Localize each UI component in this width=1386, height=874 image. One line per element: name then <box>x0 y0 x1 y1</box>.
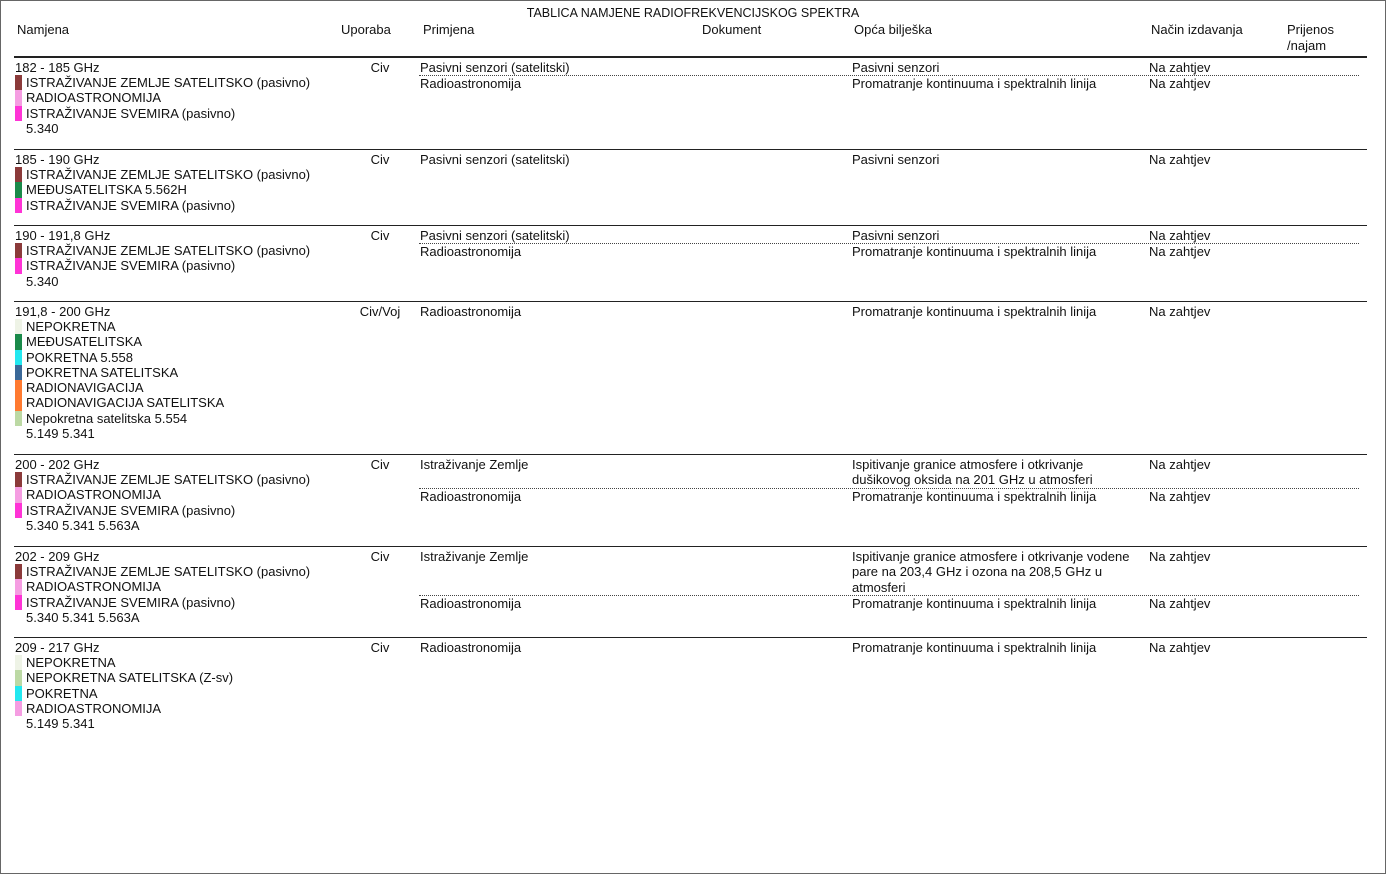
general-note: Promatranje kontinuuma i spektralnih linija <box>852 488 1097 504</box>
application-entry <box>419 76 1359 91</box>
service-label: POKRETNA 5.558 <box>26 349 133 365</box>
application-name: Pasivni senzori (satelitski) <box>420 228 570 243</box>
service-color-swatch <box>15 503 22 518</box>
general-note: Promatranje kontinuuma i spektralnih linija <box>852 76 1097 92</box>
application-name: Radioastronomija <box>420 304 522 319</box>
application-entry <box>419 640 1359 655</box>
service-color-swatch <box>15 365 22 380</box>
service-label: MEĐUSATELITSKA 5.562H <box>26 182 187 198</box>
row-divider <box>14 546 1367 547</box>
footnote-refs: 5.340 5.341 5.563A <box>26 609 140 625</box>
general-note: Ispitivanje granice atmosfere i otkrivanje dušikovog oksida na 201 GHz u atmosferi <box>852 457 1093 488</box>
service-color-swatch <box>15 564 22 579</box>
service-label: RADIOASTRONOMIJA <box>26 579 162 595</box>
row-divider <box>14 57 1367 58</box>
service-label: ISTRAŽIVANJE SVEMIRA (pasivno) <box>26 258 236 274</box>
general-note: Promatranje kontinuuma i spektralnih linija <box>852 640 1097 655</box>
footnote-refs: 5.340 5.341 5.563A <box>26 517 140 533</box>
service-label: Nepokretna satelitska 5.554 <box>26 410 188 426</box>
service-color-swatch <box>15 258 22 273</box>
service-list <box>15 472 310 533</box>
frequency-range: 182 - 185 GHz <box>15 60 100 75</box>
service-color-swatch <box>15 319 22 334</box>
general-note: Pasivni senzori <box>852 228 940 243</box>
application-list <box>419 304 1359 319</box>
service-label: ISTRAŽIVANJE ZEMLJE SATELITSKO (pasivno) <box>26 564 311 579</box>
service-item <box>15 472 310 487</box>
footnote-refs: 5.149 5.341 <box>26 716 95 732</box>
service-color-swatch <box>15 380 22 395</box>
service-item <box>15 503 310 518</box>
application-entry <box>419 244 1359 259</box>
frequency-range: 185 - 190 GHz <box>15 152 100 167</box>
issuance-method: Na zahtjev <box>1149 244 1211 260</box>
application-name: Radioastronomija <box>420 76 522 92</box>
col-header-opca: Opća bilješka <box>854 22 933 37</box>
application-entry <box>419 304 1359 319</box>
row-divider <box>14 149 1367 150</box>
application-name: Radioastronomija <box>420 595 522 611</box>
service-list <box>15 167 310 213</box>
service-item <box>15 411 224 426</box>
service-label: ISTRAŽIVANJE SVEMIRA (pasivno) <box>26 197 236 213</box>
application-entry <box>419 596 1359 611</box>
service-color-swatch <box>15 579 22 594</box>
usage-value: Civ <box>370 457 390 472</box>
service-label: RADIOASTRONOMIJA <box>26 487 162 503</box>
service-item <box>15 243 310 258</box>
service-item <box>15 75 310 90</box>
service-color-swatch <box>15 350 22 365</box>
application-name: Radioastronomija <box>420 244 522 260</box>
service-color-swatch <box>15 334 22 349</box>
service-item <box>15 90 310 105</box>
table-title: TABLICA NAMJENE RADIOFREKVENCIJSKOG SPEKTRA <box>526 6 860 20</box>
service-item <box>15 319 224 334</box>
general-note: Ispitivanje granice atmosfere i otkrivanje vodene pare na 203,4 GHz i ozona na 208,5 GHz u atmosferi <box>852 549 1130 595</box>
service-color-swatch <box>15 167 22 182</box>
general-note: Promatranje kontinuuma i spektralnih linija <box>852 244 1097 260</box>
service-label: RADIONAVIGACIJA SATELITSKA <box>26 395 225 411</box>
usage-value: Civ <box>370 640 390 655</box>
service-color-swatch <box>15 472 22 487</box>
service-item <box>15 380 224 395</box>
service-list <box>15 319 224 441</box>
row-divider <box>14 225 1367 226</box>
service-color-swatch <box>15 90 22 105</box>
usage-value: Civ <box>370 152 390 167</box>
col-header-nacin: Način izdavanja <box>1151 22 1243 37</box>
general-note: Promatranje kontinuuma i spektralnih linija <box>852 304 1097 319</box>
service-label: NEPOKRETNA SATELITSKA (Z-sv) <box>26 670 234 686</box>
service-item <box>15 350 224 365</box>
footnote-refs: 5.149 5.341 <box>26 426 95 442</box>
col-header-uporaba: Uporaba <box>341 22 391 37</box>
issuance-method: Na zahtjev <box>1149 60 1211 75</box>
service-color-swatch <box>15 198 22 213</box>
col-header-namjena: Namjena <box>17 22 70 37</box>
service-item <box>15 258 310 273</box>
service-item <box>15 487 310 502</box>
application-entry <box>419 60 1359 76</box>
service-color-swatch <box>15 686 22 701</box>
service-color-swatch <box>15 182 22 197</box>
issuance-method: Na zahtjev <box>1149 640 1211 655</box>
service-item <box>15 655 233 670</box>
application-list <box>419 60 1359 92</box>
service-item <box>15 595 310 610</box>
service-item <box>15 686 233 701</box>
issuance-method: Na zahtjev <box>1149 228 1211 243</box>
frequency-range: 200 - 202 GHz <box>15 457 100 472</box>
frequency-range: 190 - 191,8 GHz <box>15 228 111 243</box>
service-label: ISTRAŽIVANJE SVEMIRA (pasivno) <box>26 105 236 121</box>
service-item <box>15 182 310 197</box>
application-list <box>419 549 1359 611</box>
service-label: ISTRAŽIVANJE ZEMLJE SATELITSKO (pasivno) <box>26 167 311 182</box>
col-header-prijenos: Prijenos /najam <box>1287 22 1334 53</box>
service-label: NEPOKRETNA <box>26 655 116 670</box>
service-color-swatch <box>15 595 22 610</box>
service-item <box>15 334 224 349</box>
footnote-refs: 5.340 <box>26 273 59 289</box>
frequency-range: 191,8 - 200 GHz <box>15 304 111 319</box>
service-label: ISTRAŽIVANJE SVEMIRA (pasivno) <box>26 594 236 610</box>
service-label: RADIOASTRONOMIJA <box>26 700 162 716</box>
usage-value: Civ <box>370 549 390 564</box>
frequency-range: 202 - 209 GHz <box>15 549 100 564</box>
service-list <box>15 243 310 289</box>
issuance-method: Na zahtjev <box>1149 304 1211 319</box>
application-entry <box>419 549 1359 596</box>
footnote-refs: 5.340 <box>26 120 59 136</box>
row-divider <box>14 301 1367 302</box>
service-color-swatch <box>15 701 22 716</box>
general-note: Pasivni senzori <box>852 60 940 75</box>
service-color-swatch <box>15 106 22 121</box>
service-label: POKRETNA <box>26 685 98 701</box>
application-list <box>419 152 1359 167</box>
application-name: Pasivni senzori (satelitski) <box>420 152 570 167</box>
application-name: Istraživanje Zemlje <box>420 457 529 472</box>
service-item <box>15 564 310 579</box>
application-name: Radioastronomija <box>420 488 522 504</box>
application-entry <box>419 152 1359 167</box>
service-item <box>15 167 310 182</box>
service-color-swatch <box>15 487 22 502</box>
service-item <box>15 701 233 716</box>
service-item <box>15 365 224 380</box>
service-item <box>15 198 310 213</box>
usage-value: Civ <box>370 60 390 75</box>
issuance-method: Na zahtjev <box>1149 152 1211 167</box>
service-label: NEPOKRETNA <box>26 319 116 334</box>
service-item <box>15 106 310 121</box>
issuance-method: Na zahtjev <box>1149 457 1211 472</box>
service-list <box>15 564 310 625</box>
service-label: MEĐUSATELITSKA <box>26 334 143 350</box>
issuance-method: Na zahtjev <box>1149 549 1211 564</box>
service-color-swatch <box>15 243 22 258</box>
service-list <box>15 75 310 136</box>
issuance-method: Na zahtjev <box>1149 76 1211 92</box>
service-item <box>15 670 233 685</box>
service-list <box>15 655 233 731</box>
service-color-swatch <box>15 411 22 426</box>
application-entry <box>419 228 1359 244</box>
general-note: Pasivni senzori <box>852 152 940 167</box>
service-label: POKRETNA SATELITSKA <box>26 364 179 380</box>
general-note: Promatranje kontinuuma i spektralnih linija <box>852 595 1097 611</box>
application-name: Istraživanje Zemlje <box>420 549 529 564</box>
frequency-range: 209 - 217 GHz <box>15 640 100 655</box>
application-entry <box>419 489 1359 504</box>
service-label: RADIONAVIGACIJA <box>26 380 144 396</box>
service-color-swatch <box>15 670 22 685</box>
application-list <box>419 457 1359 504</box>
application-name: Pasivni senzori (satelitski) <box>420 60 570 75</box>
service-item <box>15 579 310 594</box>
service-color-swatch <box>15 655 22 670</box>
service-label: ISTRAŽIVANJE ZEMLJE SATELITSKO (pasivno) <box>26 243 311 258</box>
row-divider <box>14 637 1367 638</box>
service-item <box>15 395 224 410</box>
col-header-primjena: Primjena <box>423 22 475 37</box>
service-color-swatch <box>15 75 22 90</box>
application-list <box>419 228 1359 260</box>
service-label: ISTRAŽIVANJE SVEMIRA (pasivno) <box>26 502 236 518</box>
application-name: Radioastronomija <box>420 640 522 655</box>
service-label: ISTRAŽIVANJE ZEMLJE SATELITSKO (pasivno) <box>26 75 311 90</box>
service-label: ISTRAŽIVANJE ZEMLJE SATELITSKO (pasivno) <box>26 472 311 487</box>
usage-value: Civ <box>370 228 390 243</box>
service-color-swatch <box>15 395 22 410</box>
row-divider <box>14 454 1367 455</box>
service-label: RADIOASTRONOMIJA <box>26 90 162 106</box>
application-entry <box>419 457 1359 489</box>
issuance-method: Na zahtjev <box>1149 595 1211 611</box>
usage-value: Civ/Voj <box>359 304 401 319</box>
issuance-method: Na zahtjev <box>1149 488 1211 504</box>
col-header-dokument: Dokument <box>702 22 762 37</box>
application-list <box>419 640 1359 655</box>
